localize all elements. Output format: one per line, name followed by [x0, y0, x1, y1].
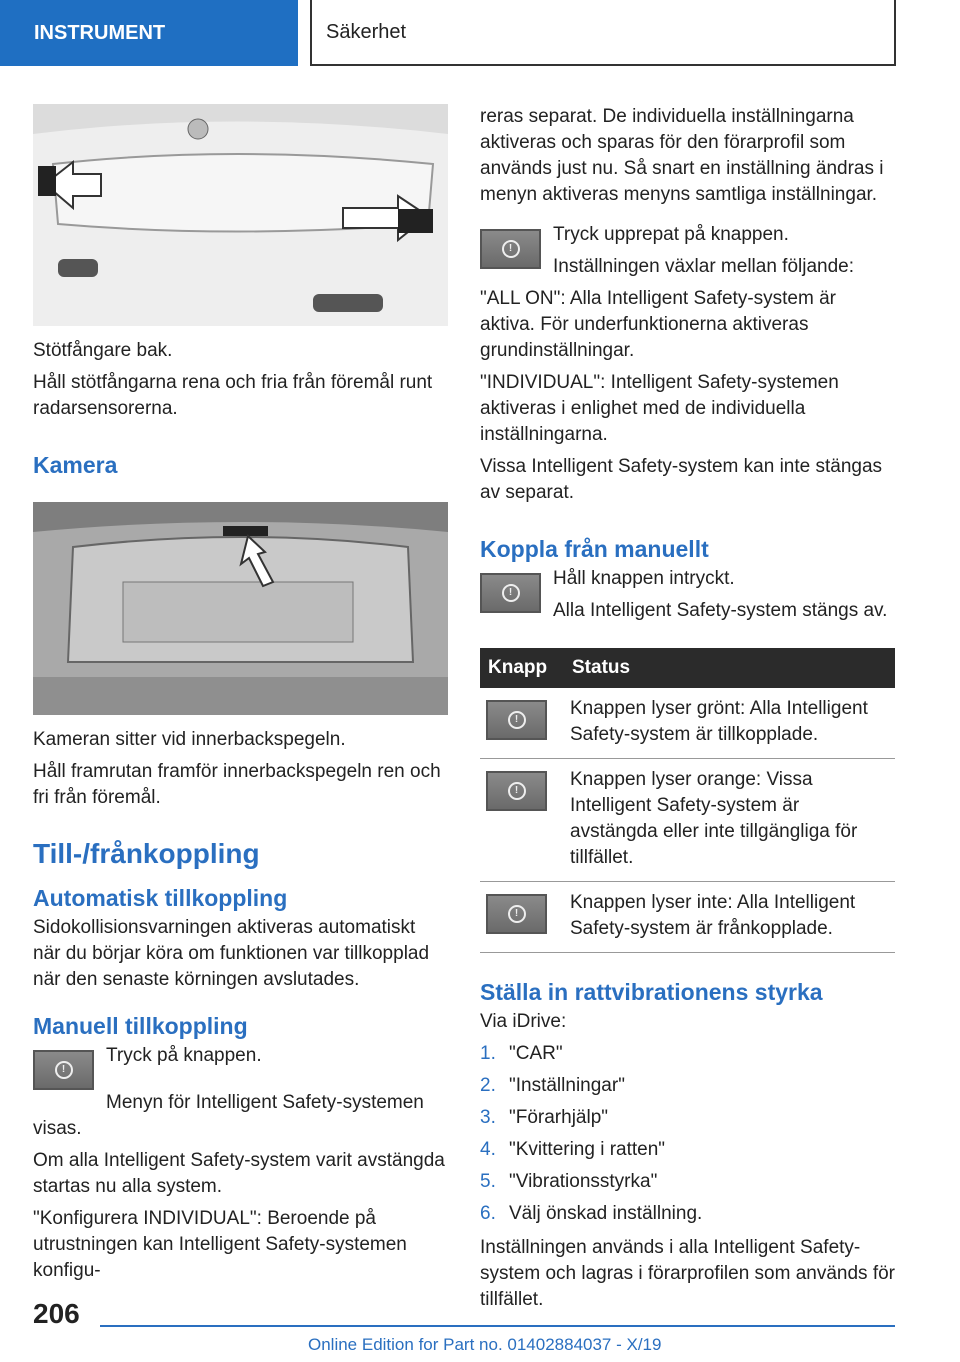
table-cell: Knappen lyser grönt: Alla Intelligent Safety-system är tillkopplade. [564, 688, 895, 759]
step-text: Inställningen växlar mellan följande: [553, 256, 855, 277]
page-number: 206 [33, 1298, 80, 1329]
paragraph: "ALL ON": Alla Intelligent Safety-system är aktiva. För underfunktionerna aktiveras grundinställningar. [480, 288, 836, 361]
heading-koppla-fran: Koppla från manuellt [480, 536, 709, 562]
intelligent-safety-button-icon: ! [480, 229, 541, 269]
rear-bumper-image [33, 104, 448, 326]
button-instruction [480, 222, 895, 286]
camera-image [33, 502, 448, 715]
paragraph: "INDIVIDUAL": Intelligent Safety-systemen aktiveras i enlighet med de individuella inställningarna. [480, 372, 839, 445]
footer-edition: Online Edition for Part no. 01402884037 - X/19 [308, 1335, 662, 1354]
list-item: 6. Välj önskad inställning. [480, 1203, 703, 1224]
list-item: 3. "Förarhjälp" [480, 1107, 609, 1128]
table-row [480, 759, 895, 882]
step-text: Tryck upprepat på knappen. [553, 224, 789, 245]
list-item: 1. "CAR" [480, 1043, 563, 1064]
paragraph: Håll stötfångarna rena och fria från föremål runt radarsensorerna. [33, 372, 433, 419]
table-header-knapp: Knapp [480, 648, 564, 688]
paragraph: Sidokollisionsvarningen aktiveras automatiskt när du börjar köra om funktionen var tillkopplad när den senaste körningen avslutades. [33, 917, 430, 990]
step-list [480, 1041, 895, 1227]
paragraph: Vissa Intelligent Safety-system kan inte stängas av separat. [480, 456, 883, 503]
image-caption: Stötfångare bak. [33, 340, 173, 361]
intelligent-safety-button-icon: ! [33, 1050, 94, 1090]
paragraph: Håll framrutan framför innerbackspegeln ren och fri från föremål. [33, 761, 441, 808]
paragraph: reras separat. De individuella inställningarna aktiveras och sparas för den förarprofil som används just nu. Så snart en inställning ändras i menyn aktiveras menyns samtliga inställningar. [480, 106, 884, 205]
section-tab: INSTRUMENT [0, 0, 298, 66]
table-row [480, 688, 895, 759]
table-cell: Knappen lyser inte: Alla Intelligent Safety-system är frånkopplade. [564, 882, 895, 953]
table-header-status: Status [564, 648, 895, 688]
heading-till-fran: Till-/frånkoppling [33, 838, 260, 869]
paragraph: "Konfigurera INDIVIDUAL": Beroende på utrustningen kan Intelligent Safety-systemen konfigu- [33, 1208, 407, 1281]
page-title: Säkerhet [310, 0, 896, 66]
image-caption: Kameran sitter vid innerbackspegeln. [33, 729, 346, 750]
heading-kamera: Kamera [33, 452, 118, 478]
intelligent-safety-button-icon: ! [480, 573, 541, 613]
footer-divider [100, 1325, 895, 1327]
table-row [480, 882, 895, 953]
paragraph: Via iDrive: [480, 1011, 567, 1032]
heading-rattvibration: Ställa in rattvibrationens styrka [480, 979, 823, 1005]
button-orange-icon: ! [486, 771, 547, 811]
list-item: 5. "Vibrationsstyrka" [480, 1171, 658, 1192]
heading-automatisk: Automatisk tillkoppling [33, 885, 288, 911]
heading-manuell: Manuell tillkoppling [33, 1013, 248, 1039]
button-green-icon: ! [486, 700, 547, 740]
right-column [480, 104, 895, 1319]
status-table [480, 648, 895, 953]
button-instruction [33, 1043, 448, 1090]
list-item: 2. "Inställningar" [480, 1075, 625, 1096]
step-text: Alla Intelligent Safety-system stängs av. [553, 600, 888, 621]
table-cell: Knappen lyser orange: Vissa Intelligent Safety-system är avstängda eller inte tillgängliga för tillfället. [564, 759, 895, 882]
list-item: 4. "Kvittering i ratten" [480, 1139, 666, 1160]
step-text: Menyn för Intelligent Safety-systemen visas. [33, 1092, 424, 1139]
step-text: Tryck på knappen. [106, 1045, 262, 1066]
paragraph: Inställningen används i alla Intelligent Safety-system och lagras i förarprofilen som används för tillfället. [480, 1237, 896, 1310]
paragraph: Om alla Intelligent Safety-system varit avstängda startas nu alla system. [33, 1150, 445, 1197]
left-column [33, 104, 448, 1290]
button-off-icon: ! [486, 894, 547, 934]
step-text: Håll knappen intryckt. [553, 568, 735, 589]
button-instruction [480, 566, 895, 630]
